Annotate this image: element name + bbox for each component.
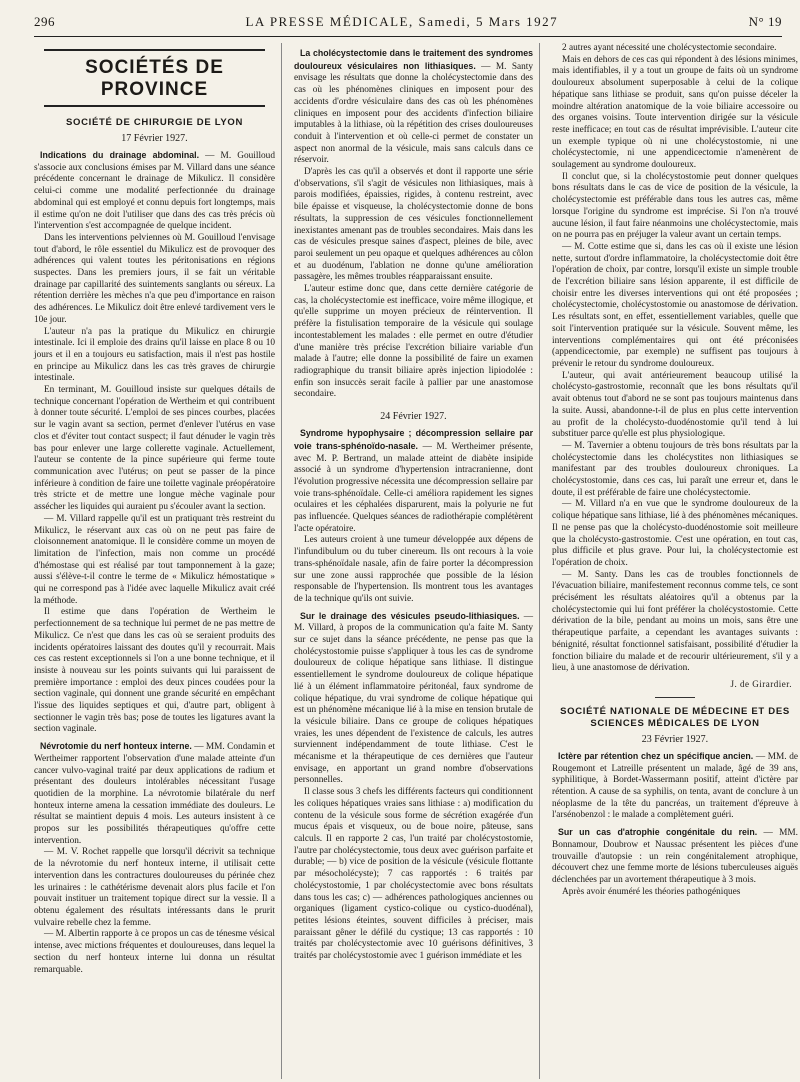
section-divider	[655, 697, 695, 698]
column-3	[552, 43, 798, 1079]
article-text: Dans les interventions pelviennes où M. Gouilloud l'envisage tout d'abord, le rôle essentiel du Mikulicz est de provoquer des adhérences qui valent toutes les péritonisations en régions suspectes. Dans les premiers jours, il se fait un véritable drainage par capillarité des suintements sanglants ou séreux. La rétention derrière les mèches n'a que peu d'importance en raison des adhérences. Le Mikulicz doit être enlevé tardivement vers le 10e jour.	[34, 232, 275, 325]
column-3-body-2	[552, 751, 798, 898]
session-date-3: 23 Février 1927.	[641, 733, 709, 745]
society-heading-2: SOCIÉTÉ NATIONALE DE MÉDECINE ET DES SCIENCES MÉDICALES DE LYON	[560, 705, 790, 729]
article-text: — M. Villard rappelle qu'il est un pratiquant très restreint du Mikulicz, le réservant aux cas où on ne peut pas faire de cloisonnement anatomique. Il le considère comme un moyen de limitation de l'infection, mais non comme un procédé d'hémostase qui est réalisé par tout tamponnement à la gaze; aussi s'élève-t-il contre le terme de « Mikulicz hémostatique » qui ne correspond pas à l'idée avec laquelle Mikulicz avait créé la méthode.	[34, 513, 275, 606]
article-paragraph-with-heading	[294, 48, 533, 167]
article-text: — M. Gouilloud s'associe aux conclusions émises par M. Villard dans une séance précédente concernant le drainage de Mikulicz. Il considère celui-ci comme une modalité perfectionnée du drainage abdominal qui est employé et connu depuis fort longtemps, mais il estime qu'on ne doit l'utiliser que dans des cas très précis où l'intervention s'est accompagnée de quelque incident.	[34, 151, 275, 232]
article-text: — M. Wertheimer présente, avec M. P. Bertrand, un malade atteint de diabète insipide associé à un syndrome d'hypertension intracranienne, dont l'évolution progressive nécessita une décompression sellaire par voie trans-sphénoïdale. Celle-ci améliora rapidement les signes oculaires et les céphalées disparurent, mais la polyurie ne fut pas influencée. Quelques séances de radiothérapie complétèrent l'acte opératoire.	[294, 441, 533, 534]
section-title: SOCIÉTÉS DE PROVINCE	[44, 49, 265, 107]
article-paragraph	[294, 284, 533, 401]
article-paragraph	[294, 535, 533, 605]
article-text: L'auteur, qui avait antérieurement beaucoup utilisé la cholécysto-gastrostomie, reconnaît que les bons résultats qu'il avait obtenus tout d'abord ne se sont pas toujours maintenus dans la suite. Aussi, abandonne-t-il de plus en plus cette intervention au profit de la cholécysto-duodénostomie qu'il tend à lui substituer parce qu'elle est plus physiologique.	[552, 370, 798, 440]
article-paragraph-with-heading	[552, 827, 798, 887]
session-date: 17 Février 1927.	[121, 133, 188, 144]
article-paragraph	[34, 385, 275, 514]
article-text: — M. Albertin rapporte à ce propos un cas de ténesme vésical intense, avec mictions fréquentes et douloureuses, dans lequel la section du nerf honteux interne lui donna un résultat remarquable.	[34, 929, 275, 975]
article-columns	[34, 43, 798, 1079]
article-paragraph	[552, 55, 798, 172]
article-text: D'après les cas qu'il a observés et dont il rapporte une série d'observations, s'il s'agit de vésicules non lithiasiques, mais à parois modifiées, épaissies, rigides, à contenu restreint, avec bile épaisse et visqueuse, la cholécystectomie donne de bons résultats, la suppression de ces vésicules fonctionnellement inexistantes amenant pas de troubles secondaires. Mais dans les cas de vésicules presque saines d'aspect, pleines de bile, avec paroi seulement un peu opaque et quelques adhérences au côlon et au duodénum, l'ablation ne donne qu'une amélioration passagère, les mêmes troubles réapparaissant ensuite.	[294, 167, 533, 283]
header-rule	[34, 36, 782, 37]
article-text: — MM. Bonnamour, Doubrow et Naussac présentent les pièces d'une trouvaille d'autopsie : un rein congénitalement atrophique, découvert chez une femme morte de lésions tuberculeuses aiguës déclenchées par un avortement thérapeutique à 3 mois.	[552, 828, 798, 885]
column-2-body-2	[294, 428, 533, 963]
article-heading: Syndrome hypophysaire ; décompression sellaire par voie trans-sphénoïdo-nasale.	[294, 428, 533, 451]
article-paragraph	[294, 167, 533, 284]
article-text: — M. Santy envisage les résultats que donne la cholécystectomie dans des cas où les phénomènes cliniques en imposent pour des accidents d'ordre vésiculaire dans des cas où les phénomènes cliniques en imposent pour des accidents d'infection biliaire imputables à la lithiase, où la répétition des crises douloureuses conduit à l'intervention et où celle-ci permet de constater un aspect non anormal de la vésicule, mais sans calculs dans ce réservoir.	[294, 61, 533, 166]
column-2-body	[294, 48, 533, 401]
article-heading: Sur un cas d'atrophie congénitale du rein.	[558, 827, 758, 838]
article-heading: Sur le drainage des vésicules pseudo-lithiasiques.	[300, 610, 520, 621]
article-paragraph	[552, 242, 798, 371]
article-paragraph	[552, 570, 798, 675]
article-paragraph-with-heading	[294, 428, 533, 535]
article-text: L'auteur n'a pas la pratique du Mikulicz en chirurgie intestinale. Ici il emploie des drains qu'il laisse en place 8 ou 10 jours et il en a toujours eu satisfaction, mais il n'est pas hostile en principe au Mikulicz dans les cas très graves de chirurgie intestinale.	[34, 326, 275, 384]
article-paragraph-with-heading	[294, 611, 533, 788]
article-paragraph	[552, 371, 798, 441]
article-text: Il estime que dans l'opération de Wertheim le perfectionnement de sa technique lui permet de ne pas mettre de Mikulicz. Ce n'est que dans les cas où se seraient produits des incidents opératoires laissant des doutes qu'il y recourrait. Mais ces cas restent exceptionnels si l'on a une bonne technique, et il insiste à nouveau sur les points suivants qui lui paraissent de première importance : emploi des deux pinces coudées pour la section vaginale, qui donnent une grande sécurité en empêchant l'issue des liquides septiques et qui, d'autre part, obligent à sectionner le vagin très bas; pose de toutes les ligatures avant la section vaginale.	[34, 607, 275, 735]
issue-number: N° 19	[748, 14, 782, 29]
article-paragraph-with-heading	[34, 741, 275, 847]
article-text: Après avoir énuméré les théories pathogéniques	[562, 886, 741, 897]
article-paragraph	[34, 607, 275, 736]
column-1-body	[34, 150, 275, 976]
article-text: — MM. de Rougemont et Latreille présentent un malade, âgé de 39 ans, syphilitique, à Bordet-Wassermann positif, atteint d'ictère par rétention. A cause de sa syphilis, on tenta, avant de conclure à un néoplasme de la tête du pancréas, un traitement d'épreuve à l'arsénobenzol : le malade a complètement guéri.	[552, 751, 798, 821]
article-paragraph	[552, 43, 798, 55]
article-text: Mais en dehors de ces cas qui répondent à des lésions minimes, mais identifiables, il y a tout un groupe de faits où un syndrome douloureux absolument superposable à celui de la colique hépatique sans lithiase se produit, sans qu'on puisse déceler la moindre altération anatomique de la voie biliaire accessoire ou des organes voisins. Toute intervention dirigée sur la vésicule reste inefficace; en tout cas de résultat imprévisible. L'auteur cite un exemple typique où ni une cholécystostomie, ni une cholécystectomie, ni une appendicectomie n'amenèrent de soulagement au syndrome douloureux.	[552, 54, 798, 171]
session-date-2: 24 Février 1927.	[380, 411, 447, 423]
article-text: 2 autres ayant nécessité une cholécystectomie secondaire.	[562, 43, 777, 53]
article-heading: Névrotomie du nerf honteux interne.	[40, 741, 192, 752]
article-text: L'auteur estime donc que, dans cette dernière catégorie de cas, la cholécystectomie est inefficace, voire même illogique, et qu'elle supprime un moyen précieux de réintervention. Il préfère la fistulisation temporaire de la vésicule qui soulage incontestablement les malades : elle permet en outre d'étudier d'une manière très précise l'excrétion biliaire variable d'un malade à l'autre; elle donne la possibilité de faire un examen radiographique du transit biliaire après injection lipiodolée : enfin son insuccès serait facile à pallier par une anastomose secondaire.	[294, 284, 533, 400]
running-header	[34, 14, 782, 34]
article-paragraph	[552, 499, 798, 569]
society-heading: SOCIÉTÉ DE CHIRURGIE DE LYON	[65, 117, 244, 128]
article-text: En terminant, M. Gouilloud insiste sur quelques détails de technique concernant l'opération de Wertheim et qui contribuent à donner toute sécurité. L'emploi de ses pinces courbes, placées sur le vagin avant sa section, permet d'enlever l'utérus en vase clos et d'éviter tout contact suspect; il faut dénuder le vagin très bas pour enlever une large collerette vaginale. Actuellement, l'auteur se contente de la pince supérieure qui ferme toute communication avec l'utérus; on peut se passer de la pince inférieure à condition de faire une toilette vaginale préopératoire très stricte et de mettre une longue mèche vaginale pour assécher les liquides qui auraient pu s'écouler avant la section.	[34, 385, 275, 513]
article-paragraph	[34, 514, 275, 608]
article-paragraph-with-heading	[552, 751, 798, 822]
article-heading: Ictère par rétention chez un spécifique ancien.	[558, 750, 754, 761]
article-text: — M. Cotte estime que si, dans les cas où il existe une lésion nette, surtout d'ordre inflammatoire, la cholécystectomie doit être l'opération de choix, par contre, lorsqu'il existe un simple trouble de l'excrétion biliaire sans lésion apparente, il est difficile de choisir entre les diverses interventions qui ont été proposées ; cholécystectomie, cholécystostomie ou anastomose de dérivation. Les résultats sont, en effet, essentiellement variables, quelle que soit l'intervention pratiquée sur la vésicule. Souvent même, les interventions complémentaires qui ont été préconisées (appendicectomie, par exemple) ne suffisent pas toujours à prévenir le retour du syndrome douloureux.	[552, 241, 798, 369]
column-1	[34, 43, 282, 1079]
article-text: — M. Villard, à propos de la communication qu'a faite M. Santy sur ce sujet dans la séance précédente, ne pense pas que la cholécystostomie puisse s'appliquer à tous les cas de syndrome douloureux de colique hépatique sans lithiase. Il distingue essentiellement le syndrome douloureux de colique hépatique lié à un élément inflammatoire péritonéal, faux syndrome de colique hépatique, du vrai syndrome de colique hépatique qui est un phénomène mécanique lié à la mise en tension brutale de la vésicule biliaire. Dans ce groupe de coliques hépatiques vraies, les unes dépendent de l'existence de calculs, les autres surviennent indépendamment de toute lithiase. C'est le mécanisme et la thérapeutique de ces dernières que l'auteur envisage, en apportant un grand nombre d'observations personnelles.	[294, 611, 533, 786]
article-text: Il conclut que, si la cholécystostomie peut donner quelques bons résultats dans le cas de vice de position de la vésicule, la cholécystectomie est préférable dans tous les autres cas, même lorsque l'origine du syndrome est imprécise. Si l'on n'a trouvé aucune lésion, il faut faire néanmoins une cholécystectomie, mais on ne pourra pas en préjuger la valeur avant un certain temps.	[552, 171, 798, 241]
article-paragraph	[552, 172, 798, 242]
column-2	[294, 43, 540, 1079]
column-3-body	[552, 43, 798, 675]
article-paragraph	[34, 929, 275, 976]
article-text: — MM. Condamin et Wertheimer rapportent l'observation d'une malade atteinte d'un cancer vulvo-vaginal traité par deux applications de radium et présentant des douleurs intolérables nécessitant l'usage quotidien de la morphine. La névrotomie bilatérale du nerf honteux interne amena la cessation immédiate des douleurs. Le résultat se maintient depuis 4 mois. Les auteurs insistent à ce propos sur les possibilités thérapeutiques qu'offre cette intervention.	[34, 742, 275, 846]
article-text: — M. Villard n'a en vue que le syndrome douloureux de la colique hépatique sans lithiase, lié à des phénomènes mécaniques. Il ne pense pas que la cholécysto-duodénostomie soit meilleure que la cholécysto-gastrostomie. C'est une opération, en tout cas, plus difficile et plus grave. Pour lui, la cholécystectomie est l'opération de choix.	[552, 499, 798, 568]
article-text: — M. Santy. Dans les cas de troubles fonctionnels de l'évacuation biliaire, manifestement reconnus comme tels, ce sont précisément les résultats aléatoires qu'il a obtenus par la cholécystectomie qui lui font préférer la cholécystostomie. Cette dérivation de la bile, pendant au moins un mois, sans être une thérapeutique parfaite, a cependant les avantages suivants : bénignité, résultat fonctionnel satisfaisant, possibilité d'étudier la fonction biliaire du malade et de recourir ultérieurement, s'il y a lieu, à une anastomose de dérivation.	[552, 569, 798, 674]
article-paragraph-with-heading	[34, 150, 275, 233]
article-paragraph	[34, 233, 275, 327]
article-text: Les auteurs croient à une tumeur développée aux dépens de l'infundibulum ou du tuber cinereum. Ils ont recours à la voie trans-sphénoïdale nasale, afin de faire porter la décompression sur une zone aussi rapprochée que possible de la lésion responsable de l'hypertension. Ils montrent tous les avantages de la technique qu'ils ont suivie.	[294, 535, 533, 604]
author-signature: J. de Girardier.	[730, 678, 792, 689]
journal-title: LA PRESSE MÉDICALE, Samedi, 5 Mars 1927	[245, 14, 559, 29]
article-paragraph	[552, 441, 798, 500]
article-text: Il classe sous 3 chefs les différents facteurs qui conditionnent les coliques hépatiques vraies sans lithiase : a) modification du contenu de la vésicule sous forme de sécrétion exagérée d'un mucus épais et visqueux, ou de boue noire, pâteuse, sans calculs. Il en rapporte 2 cas, l'un traité par cholécystostomie, l'autre par cholécystectomie, tous deux avec guérison parfaite et durable; — b) vice de position de la vésicule (vésicule flottante par mésocholécyste); 7 cas rapportés : 6 traités par cholécystostomie, 1 par cholécystectomie avec bons résultats dans tous les cas; c) — adhérences pathologiques anciennes ou organiques (ligament cystico-colique ou cystico-duodénal), petites lésions éteintes, souvent difficiles à préciser, mais paraissant gêner le défilé du cystique; 13 cas rapportés : 10 traités par cholécystectomie avec 10 guérisons définitives, 3 traités par cholécystostomie avec 1 guérison immédiate et les	[294, 787, 533, 962]
article-heading: Indications du drainage abdominal.	[40, 150, 200, 160]
page-number: 296	[34, 14, 55, 29]
article-paragraph	[34, 327, 275, 386]
article-paragraph	[34, 847, 275, 929]
article-heading: La cholécystectomie dans le traitement des syndromes douloureux vésiculaires non lithiasiques.	[294, 48, 533, 71]
article-paragraph	[294, 787, 533, 963]
article-text: — M. Tavernier a obtenu toujours de très bons résultats par la cholécystectomie dans les cholécystites non lithiasiques se manifestant par des troubles douloureux chroniques. La cholécystostomie, dans ces cas, lui paraît une erreur et, dans le doute, il est préférable de faire une cholécystectomie.	[552, 440, 798, 498]
article-paragraph	[552, 887, 798, 899]
article-text: — M. V. Rochet rappelle que lorsqu'il décrivit sa technique de la névrotomie du nerf honteux interne, il utilisait cette intervention dans les contractures douloureuses du périnée chez les urinaires : le cathétérisme devenait alors plus facile et l'on pouvait instituer un traitement topique direct sur la vessie. Il a obtenu également des résultats intéressants dans le prurit vulvaire rebelle chez la femme.	[34, 847, 275, 928]
